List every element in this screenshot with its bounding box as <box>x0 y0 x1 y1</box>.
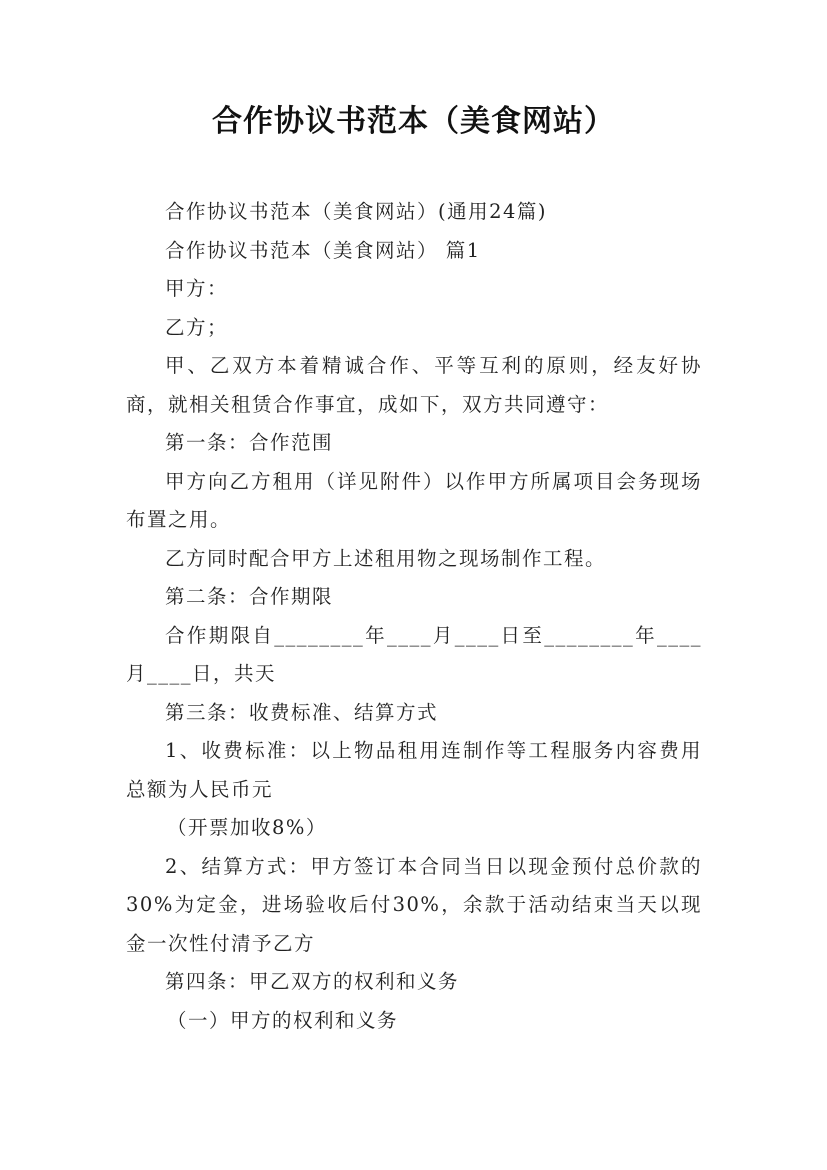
document-title: 合作协议书范本（美食网站） <box>212 104 615 139</box>
paragraph-preamble: 甲、乙双方本着精诚合作、平等互利的原则，经友好协商，就相关租赁合作事宜，成如下，双方共同遵守： <box>126 354 702 416</box>
paragraph-article-3-heading: 第三条：收费标准、结算方式 <box>165 700 439 724</box>
paragraph-party-b: 乙方； <box>165 315 229 339</box>
paragraph-article-2-body: 合作期限自________年____月____日至________年____月____日，共天 <box>126 623 702 685</box>
paragraph-article-1-body-2: 乙方同时配合甲方上述租用物之现场制作工程。 <box>165 546 607 570</box>
paragraph-settlement: 2、结算方式：甲方签订本合同当日以现金预付总价款的30%为定金，进场验收后付30%，余款于活动结束当天以现金一次性付清予乙方 <box>126 854 702 955</box>
paragraph-invoice-note: （开票加收8%） <box>166 816 327 839</box>
paragraph-article-4-heading: 第四条：甲乙双方的权利和义务 <box>165 970 460 993</box>
paragraph-party-a: 甲方： <box>165 277 229 300</box>
paragraph-party-a-rights: （一）甲方的权利和义务 <box>166 1008 398 1032</box>
paragraph-article-1-heading: 第一条：合作范围 <box>165 431 334 454</box>
paragraph-fee-standard: 1、收费标准：以上物品租用连制作等工程服务内容费用总额为人民币元 <box>126 739 702 801</box>
paragraph-section-heading: 合作协议书范本（美食网站） 篇1 <box>165 238 481 262</box>
paragraph-article-1-body: 甲方向乙方租用（详见附件）以作甲方所属项目会务现场布置之用。 <box>126 469 702 531</box>
paragraph-article-2-heading: 第二条：合作期限 <box>165 585 334 608</box>
document-body <box>126 193 702 1040</box>
paragraph-subtitle: 合作协议书范本（美食网站）(通用24篇) <box>165 200 548 223</box>
